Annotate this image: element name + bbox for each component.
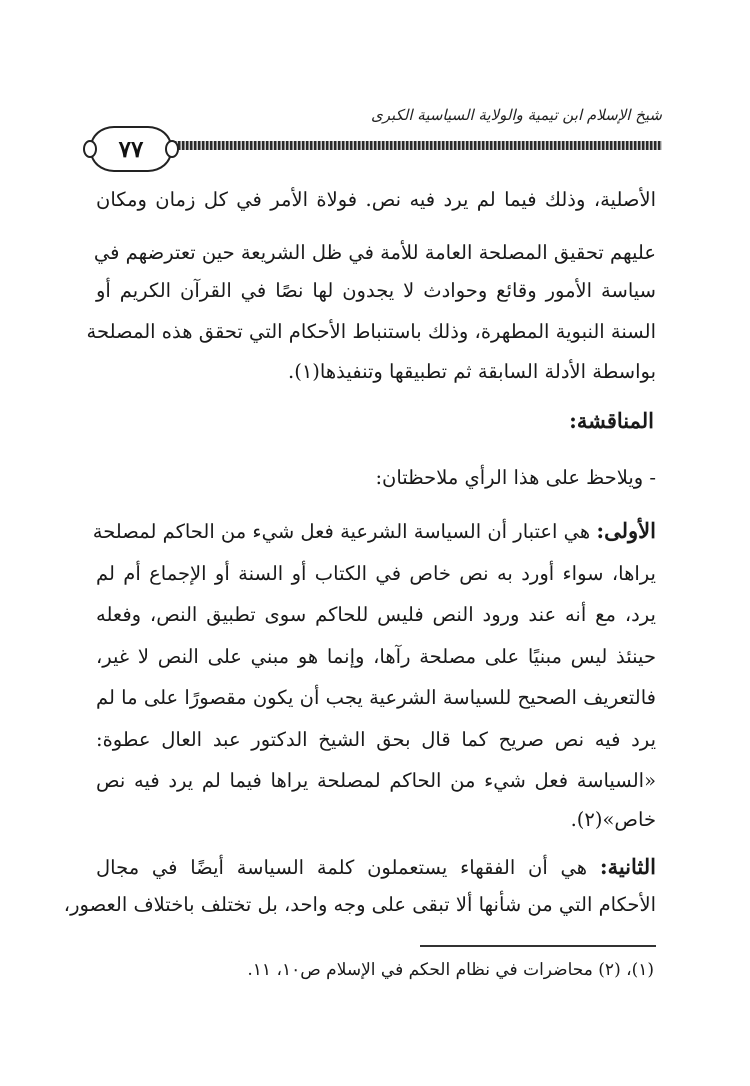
text-line: [92, 518, 656, 543]
header-ornament-rule: [170, 141, 662, 150]
text-line: يراها، سواء أورد به نص خاص في الكتاب أو السنة أو الإجماع أم لم: [96, 562, 656, 585]
second-note-label: الثانية:: [599, 854, 656, 879]
text-line: يرد فيه نص صريح كما قال بحق الشيخ الدكتور عبد العال عطوة:: [96, 728, 656, 751]
text-line: [96, 854, 656, 879]
page-number-badge: [90, 126, 172, 172]
text-line: السنة النبوية المطهرة، وذلك باستنباط الأحكام التي تحقق هذه المصلحة: [86, 320, 656, 343]
text-line: سياسة الأمور وقائع وحوادث لا يجدون لها نصًا في القرآن الكريم أو: [96, 279, 656, 302]
first-note-first-line: هي اعتبار أن السياسة الشرعية فعل شيء من الحاكم لمصلحة: [92, 520, 591, 543]
text-line: عليهم تحقيق المصلحة العامة للأمة في ظل الشريعة حين تعترضهم في: [93, 241, 656, 264]
section-heading: المناقشة:: [569, 408, 654, 433]
text-line: الأحكام التي من شأنها ألا تبقى على وجه واحد، بل تختلف باختلاف العصور،: [63, 893, 656, 916]
second-note-first-line: هي أن الفقهاء يستعملون كلمة السياسة أيضًا في مجال: [96, 856, 588, 879]
text-line: بواسطة الأدلة السابقة ثم تطبيقها وتنفيذها(١).: [288, 360, 656, 383]
text-line: الأصلية، وذلك فيما لم يرد فيه نص. فولاة الأمر في كل زمان ومكان: [96, 188, 656, 211]
footnote: (١)، (٢) محاضرات في نظام الحكم في الإسلام ص١٠، ١١.: [247, 960, 654, 980]
text-line: حينئذ ليس مبنيًا على مصلحة رآها، وإنما هو مبني على النص لا غير،: [96, 645, 656, 668]
first-note-label: الأولى:: [596, 518, 656, 543]
running-title: شيخ الإسلام ابن تيمية والولاية السياسية الكبرى: [370, 106, 662, 124]
text-line: - ويلاحظ على هذا الرأي ملاحظتان:: [375, 466, 656, 489]
footnote-separator: [420, 945, 656, 947]
text-line: خاص»(٢).: [570, 808, 656, 831]
page-number: ٧٧: [118, 135, 144, 163]
text-line: يرد، مع أنه عند ورود النص فليس للحاكم سوى تطبيق النص، وفعله: [96, 603, 656, 626]
text-line: فالتعريف الصحيح للسياسة الشرعية يجب أن يكون مقصورًا على ما لم: [96, 686, 656, 709]
text-line: «السياسة فعل شيء من الحاكم لمصلحة يراها فيما لم يرد فيه نص: [96, 769, 656, 792]
